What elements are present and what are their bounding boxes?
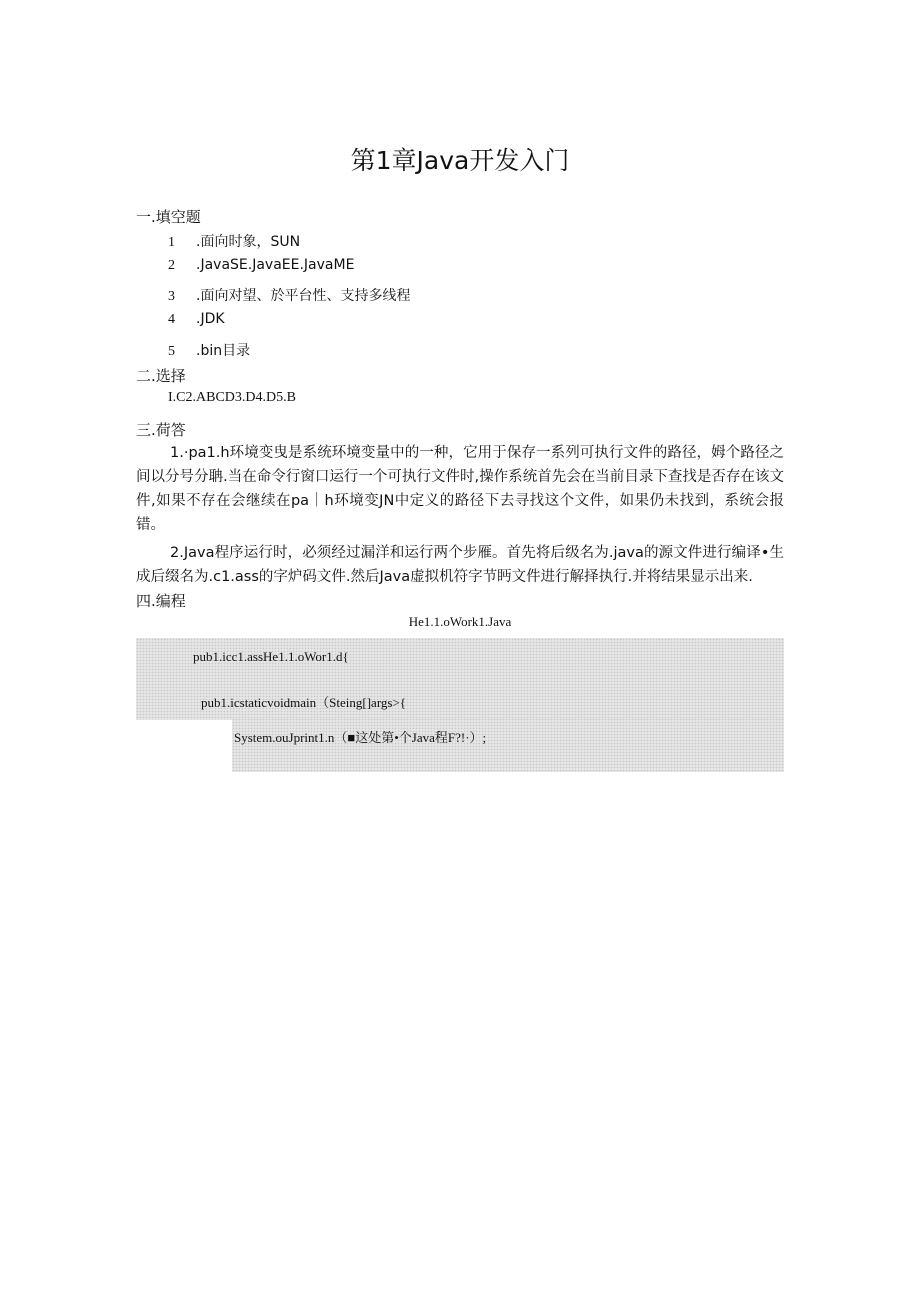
list-item	[168, 311, 225, 328]
item-number: 1	[168, 235, 175, 250]
document-title: 第1章Java开发入门	[350, 146, 570, 175]
list-item	[168, 231, 300, 251]
item-number: 4	[168, 312, 175, 327]
item-text: .JavaSE.JavaEE.JavaME	[196, 257, 355, 273]
code-line-1: pub1.icc1.assHe1.1.oWor1.d{	[193, 649, 349, 664]
section-heading-choice: 二.选择	[136, 367, 186, 385]
list-item	[168, 285, 410, 305]
item-text: .面向时象，SUN	[196, 234, 301, 250]
choice-answers: I.C2.ABCD3.D4.D5.B	[168, 390, 296, 405]
list-item	[168, 257, 354, 274]
list-item	[168, 340, 250, 360]
answer-paragraph-2: 2.Java程序运行时，必须经过漏洋和运行两个步雁。首先将后级名为.java的源文件进行编译•生成后缀名为.c1.ass的字炉码文件.然后Java虚拟机符字节眄文件进行解择执行.并将结果显示出来.	[136, 545, 784, 585]
item-text: .面向对望、於平台性、支持多线程	[196, 288, 411, 304]
code-line-3: System.ouJprint1.n（■这处第•个Java程F?!·）;	[234, 730, 487, 745]
item-text: .bin目录	[196, 343, 251, 359]
code-file-caption: He1.1.oWork1.Java	[408, 614, 512, 629]
item-number: 3	[168, 289, 175, 304]
section-heading-programming: 四.编程	[136, 592, 186, 610]
section-heading-short-answer: 三.荷答	[136, 421, 186, 439]
answer-paragraph-1: 1.·pa1.h环境变曳是系统环境变量中的一种，它用于保存一系列可执行文件的路径，姆个路径之间以分号分聃.当在命令行窗口运行一个可执行文件时,操作系统首先会在当前目录下查找是否存在该文件,如果不存在会继续在pa｜h环境变JN中定义的路径下去寻找这个文件，如果仍未找到，系统会报错。	[136, 445, 784, 533]
item-number: 2	[168, 258, 175, 273]
code-line-2: pub1.icstaticvoidmain（Steing[]args>{	[201, 695, 407, 710]
item-text: .JDK	[196, 311, 225, 327]
section-heading-fill-blank: 一.填空题	[136, 208, 201, 226]
item-number: 5	[168, 344, 175, 359]
